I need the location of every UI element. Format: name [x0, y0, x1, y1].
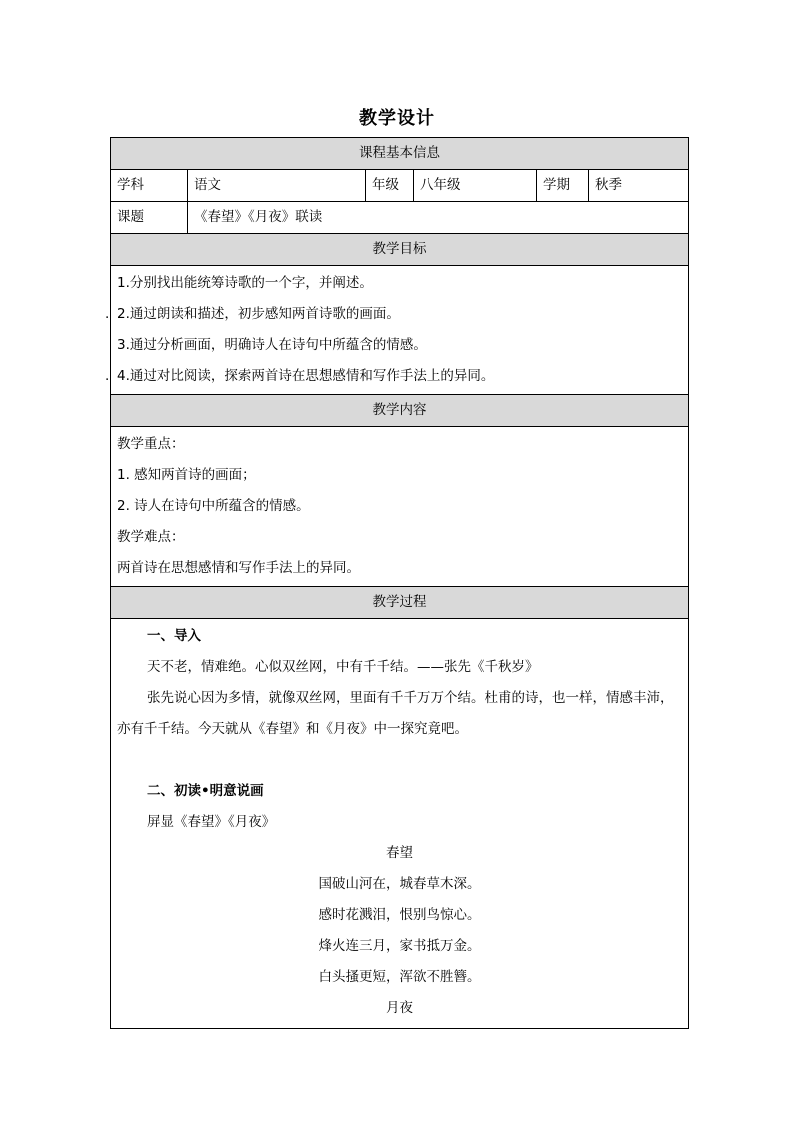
objective-item: 1.分别找出能统筹诗歌的一个字，并阐述。	[117, 275, 373, 291]
topic-label: 课题	[111, 202, 188, 234]
key-point-item: 1. 感知两首诗的画面；	[117, 467, 256, 483]
content-header: 教学内容	[111, 395, 689, 427]
difficulty-text: 两首诗在思想感情和写作手法上的异同。	[117, 560, 360, 576]
content-header-row	[111, 395, 689, 427]
process-row	[111, 619, 689, 1029]
objective-item: 3.通过分析画面，明确诗人在诗句中所蕴含的情感。	[117, 337, 427, 353]
objectives-row	[111, 266, 689, 395]
grade-value: 八年级	[414, 170, 537, 202]
poem-line: 感时花溅泪，恨别鸟惊心。	[318, 907, 481, 923]
poem-line: 白头搔更短，浑欲不胜簪。	[318, 969, 481, 985]
basic-info-header-row	[111, 138, 689, 170]
objective-item	[105, 361, 682, 392]
poem-title: 春望	[386, 845, 414, 861]
process-cell	[111, 619, 689, 1029]
difficulty-label: 教学难点：	[117, 529, 185, 545]
poem-line: 烽火连三月，家书抵万金。	[318, 938, 481, 954]
objective-item-text: 2.通过朗读和描述，初步感知两首诗歌的画面。	[117, 306, 400, 322]
bullet-dot-icon: .	[105, 306, 110, 322]
lesson-plan-table	[105, 137, 689, 1029]
topic-value: 《春望》《月夜》联读	[188, 202, 689, 234]
topic-row	[111, 202, 689, 234]
basic-info-row	[111, 170, 689, 202]
term-label: 学期	[537, 170, 589, 202]
display-line: 屏显《春望》《月夜》	[147, 814, 276, 830]
objective-item-text: 4.通过对比阅读，探索两首诗在思想感情和写作手法上的异同。	[117, 368, 495, 384]
objectives-cell	[105, 266, 689, 395]
process-header-row	[111, 587, 689, 619]
opening-quote: 天不老，情难绝。心似双丝网，中有千千结。——张先《千秋岁》	[147, 659, 539, 675]
objectives-header: 教学目标	[111, 234, 689, 266]
spacer	[117, 745, 682, 776]
section-title-intro: 一、导入	[147, 628, 201, 644]
basic-info-header: 课程基本信息	[111, 138, 689, 170]
bullet-dot-icon: .	[105, 368, 110, 384]
process-header: 教学过程	[111, 587, 689, 619]
objective-item	[105, 299, 682, 330]
key-point-item: 2. 诗人在诗句中所蕴含的情感。	[117, 498, 310, 514]
poem-line: 国破山河在，城春草木深。	[318, 876, 481, 892]
content-cell	[111, 427, 689, 587]
poem-title: 月夜	[386, 1000, 414, 1016]
page-title: 教学设计	[359, 108, 435, 129]
subject-value: 语文	[188, 170, 366, 202]
key-points-label: 教学重点：	[117, 436, 185, 452]
content-row	[111, 427, 689, 587]
section-title-reading: 二、初读•明意说画	[147, 783, 264, 799]
objectives-header-row	[111, 234, 689, 266]
term-value: 秋季	[589, 170, 689, 202]
grade-label: 年级	[366, 170, 414, 202]
subject-label: 学科	[111, 170, 188, 202]
intro-paragraph: 张先说心因为多情，就像双丝网，里面有千千万万个结。杜甫的诗，也一样，情感丰沛，亦有千千结。今天就从《春望》和《月夜》中一探究竟吧。	[117, 690, 674, 737]
